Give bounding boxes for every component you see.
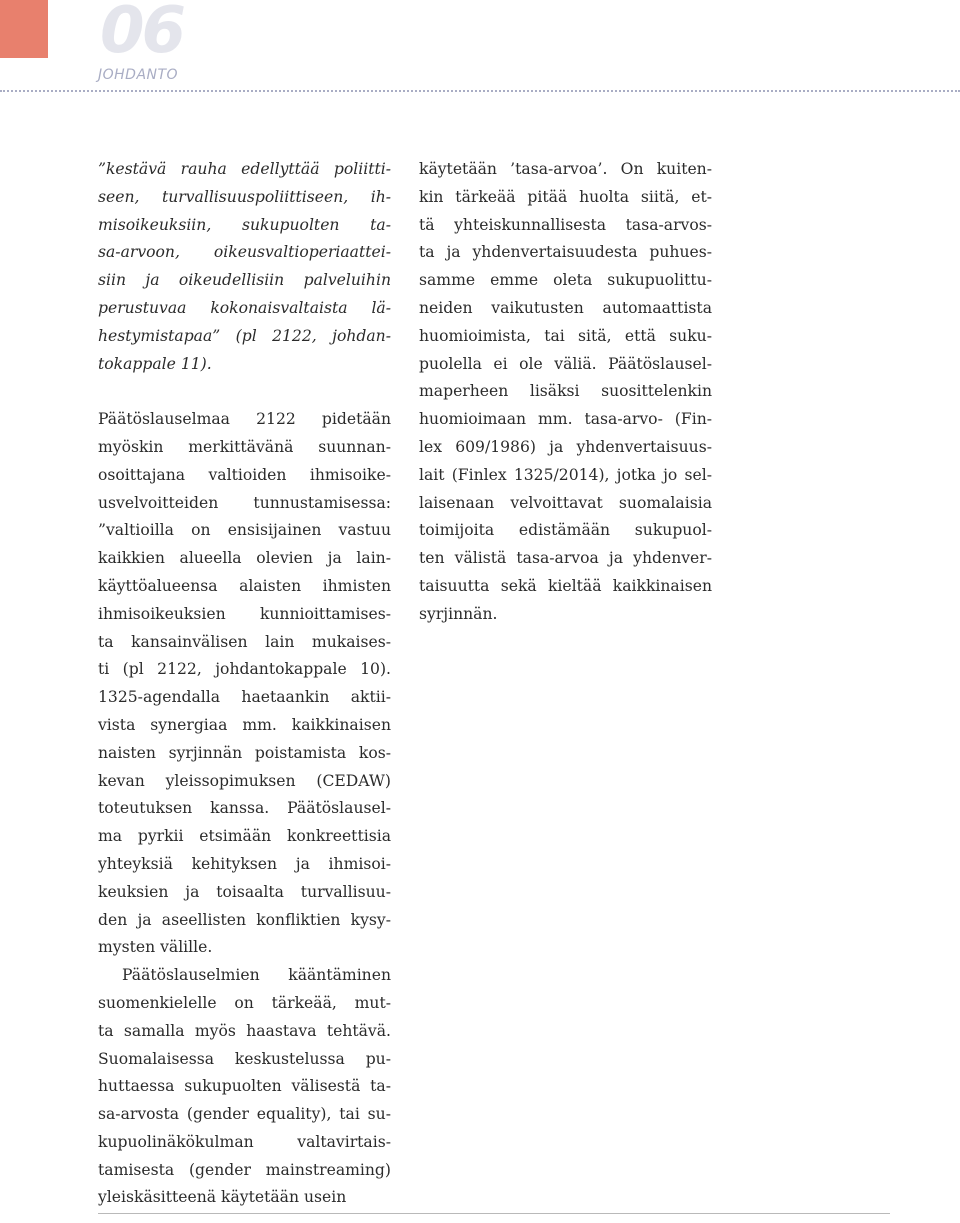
text-line: maperheen lisäksi suosittelenkin (419, 382, 712, 401)
text-line: tä yhteiskunnallisesta tasa-arvos- (419, 215, 712, 234)
text-line: huomioimaan mm. tasa-arvo- (Fin- (419, 410, 712, 429)
text-line: ”valtioilla on ensisijainen vastuu (98, 521, 391, 540)
text-line: neiden vaikutusten automaattista (419, 298, 712, 317)
text-line: samme emme oleta sukupuolittu- (419, 271, 712, 290)
header-accent-square (0, 0, 48, 58)
text-line: toimijoita edistämään sukupuol- (419, 521, 712, 540)
text-line: 1325-agendalla haetaankin aktii- (98, 688, 391, 707)
text-line: ma pyrkii etsimään konkreettisia (98, 827, 391, 846)
text-line: ihmisoikeuksien kunnioittamises- (98, 604, 391, 623)
text-line: käyttöalueensa alaisten ihmisten (98, 576, 391, 595)
text-line: kevan yleissopimuksen (CEDAW) (98, 771, 391, 790)
text-line: ”kestävä rauha edellyttää poliitti- (98, 160, 391, 178)
text-line: kupuolinäkökulman valtavirtais- (98, 1132, 391, 1151)
text-line: misoikeuksiin, sukupuolten ta- (98, 215, 391, 234)
text-line: kaikkien alueella olevien ja lain- (98, 549, 391, 568)
text-line: siin ja oikeudellisiin palveluihin (98, 271, 391, 290)
paragraph-1 (98, 406, 391, 962)
text-line: sa-arvosta (gender equality), tai su- (98, 1105, 391, 1124)
text-line: hestymistapaa” (pl 2122, johdan- (98, 326, 391, 345)
text-line: Suomalaisessa keskustelussa pu- (98, 1049, 391, 1068)
right-column (419, 156, 712, 629)
quote-block (98, 156, 391, 378)
text-line: seen, turvallisuuspoliittiseen, ih- (98, 187, 391, 206)
footer-divider (98, 1213, 890, 1214)
text-line: ta ja yhdenvertaisuudesta puhues- (419, 243, 712, 262)
text-line: vista synergiaa mm. kaikkinaisen (98, 715, 391, 734)
text-line: taisuutta sekä kieltää kaikkinaisen (419, 576, 712, 595)
text-line: usvelvoitteiden tunnustamisessa: (98, 493, 391, 512)
text-line: puolella ei ole väliä. Päätöslausel- (419, 354, 712, 373)
text-line: lait (Finlex 1325/2014), jotka jo sel- (419, 465, 712, 484)
text-line: ta samalla myös haastava tehtävä. (98, 1021, 391, 1040)
text-line: ten välistä tasa-arvoa ja yhdenver- (419, 549, 712, 568)
text-line: suomenkielelle on tärkeää, mut- (98, 993, 391, 1012)
page-number: 06 (100, 0, 184, 68)
text-line: tamisesta (gender mainstreaming) (98, 1160, 391, 1179)
text-line: yleiskäsitteenä käytetään usein (98, 1188, 347, 1207)
text-line: Päätöslauselmien kääntäminen (122, 966, 391, 985)
text-line: naisten syrjinnän poistamista kos- (98, 743, 391, 762)
text-line: keuksien ja toisaalta turvallisuu- (98, 882, 391, 901)
text-line: sa-arvoon, oikeusvaltioperiaattei- (98, 243, 391, 262)
text-line: yhteyksiä kehityksen ja ihmisoi- (98, 854, 391, 873)
text-line: osoittajana valtioiden ihmisoike- (98, 465, 391, 484)
text-line: ti (pl 2122, johdantokappale 10). (98, 660, 391, 679)
text-line: mysten välille. (98, 938, 213, 957)
section-label: JOHDANTO (98, 67, 179, 83)
text-line: tokappale 11). (98, 354, 212, 373)
header-divider (0, 90, 960, 92)
text-line: den ja aseellisten konfliktien kysy- (98, 910, 391, 929)
text-line: kin tärkeää pitää huolta siitä, et- (419, 187, 712, 206)
text-line: käytetään ’tasa-arvoa’. On kuiten- (419, 160, 712, 178)
paragraph-3 (419, 156, 712, 629)
text-line: ta kansainvälisen lain mukaises- (98, 632, 391, 651)
paragraph-gap (98, 378, 391, 406)
text-line: syrjinnän. (419, 604, 498, 623)
paragraph-2 (98, 962, 391, 1212)
text-line: myöskin merkittävänä suunnan- (98, 437, 391, 456)
text-line: huttaessa sukupuolten välisestä ta- (98, 1077, 391, 1096)
text-line: laisenaan velvoittavat suomalaisia (419, 493, 712, 512)
left-column (98, 156, 391, 1212)
text-line: Päätöslauselmaa 2122 pidetään (98, 410, 391, 429)
text-line: toteutuksen kanssa. Päätöslausel- (98, 799, 391, 818)
text-line: huomioimista, tai sitä, että suku- (419, 326, 712, 345)
text-line: lex 609/1986) ja yhdenvertaisuus- (419, 437, 712, 456)
text-line: perustuvaa kokonaisvaltaista lä- (98, 298, 391, 317)
